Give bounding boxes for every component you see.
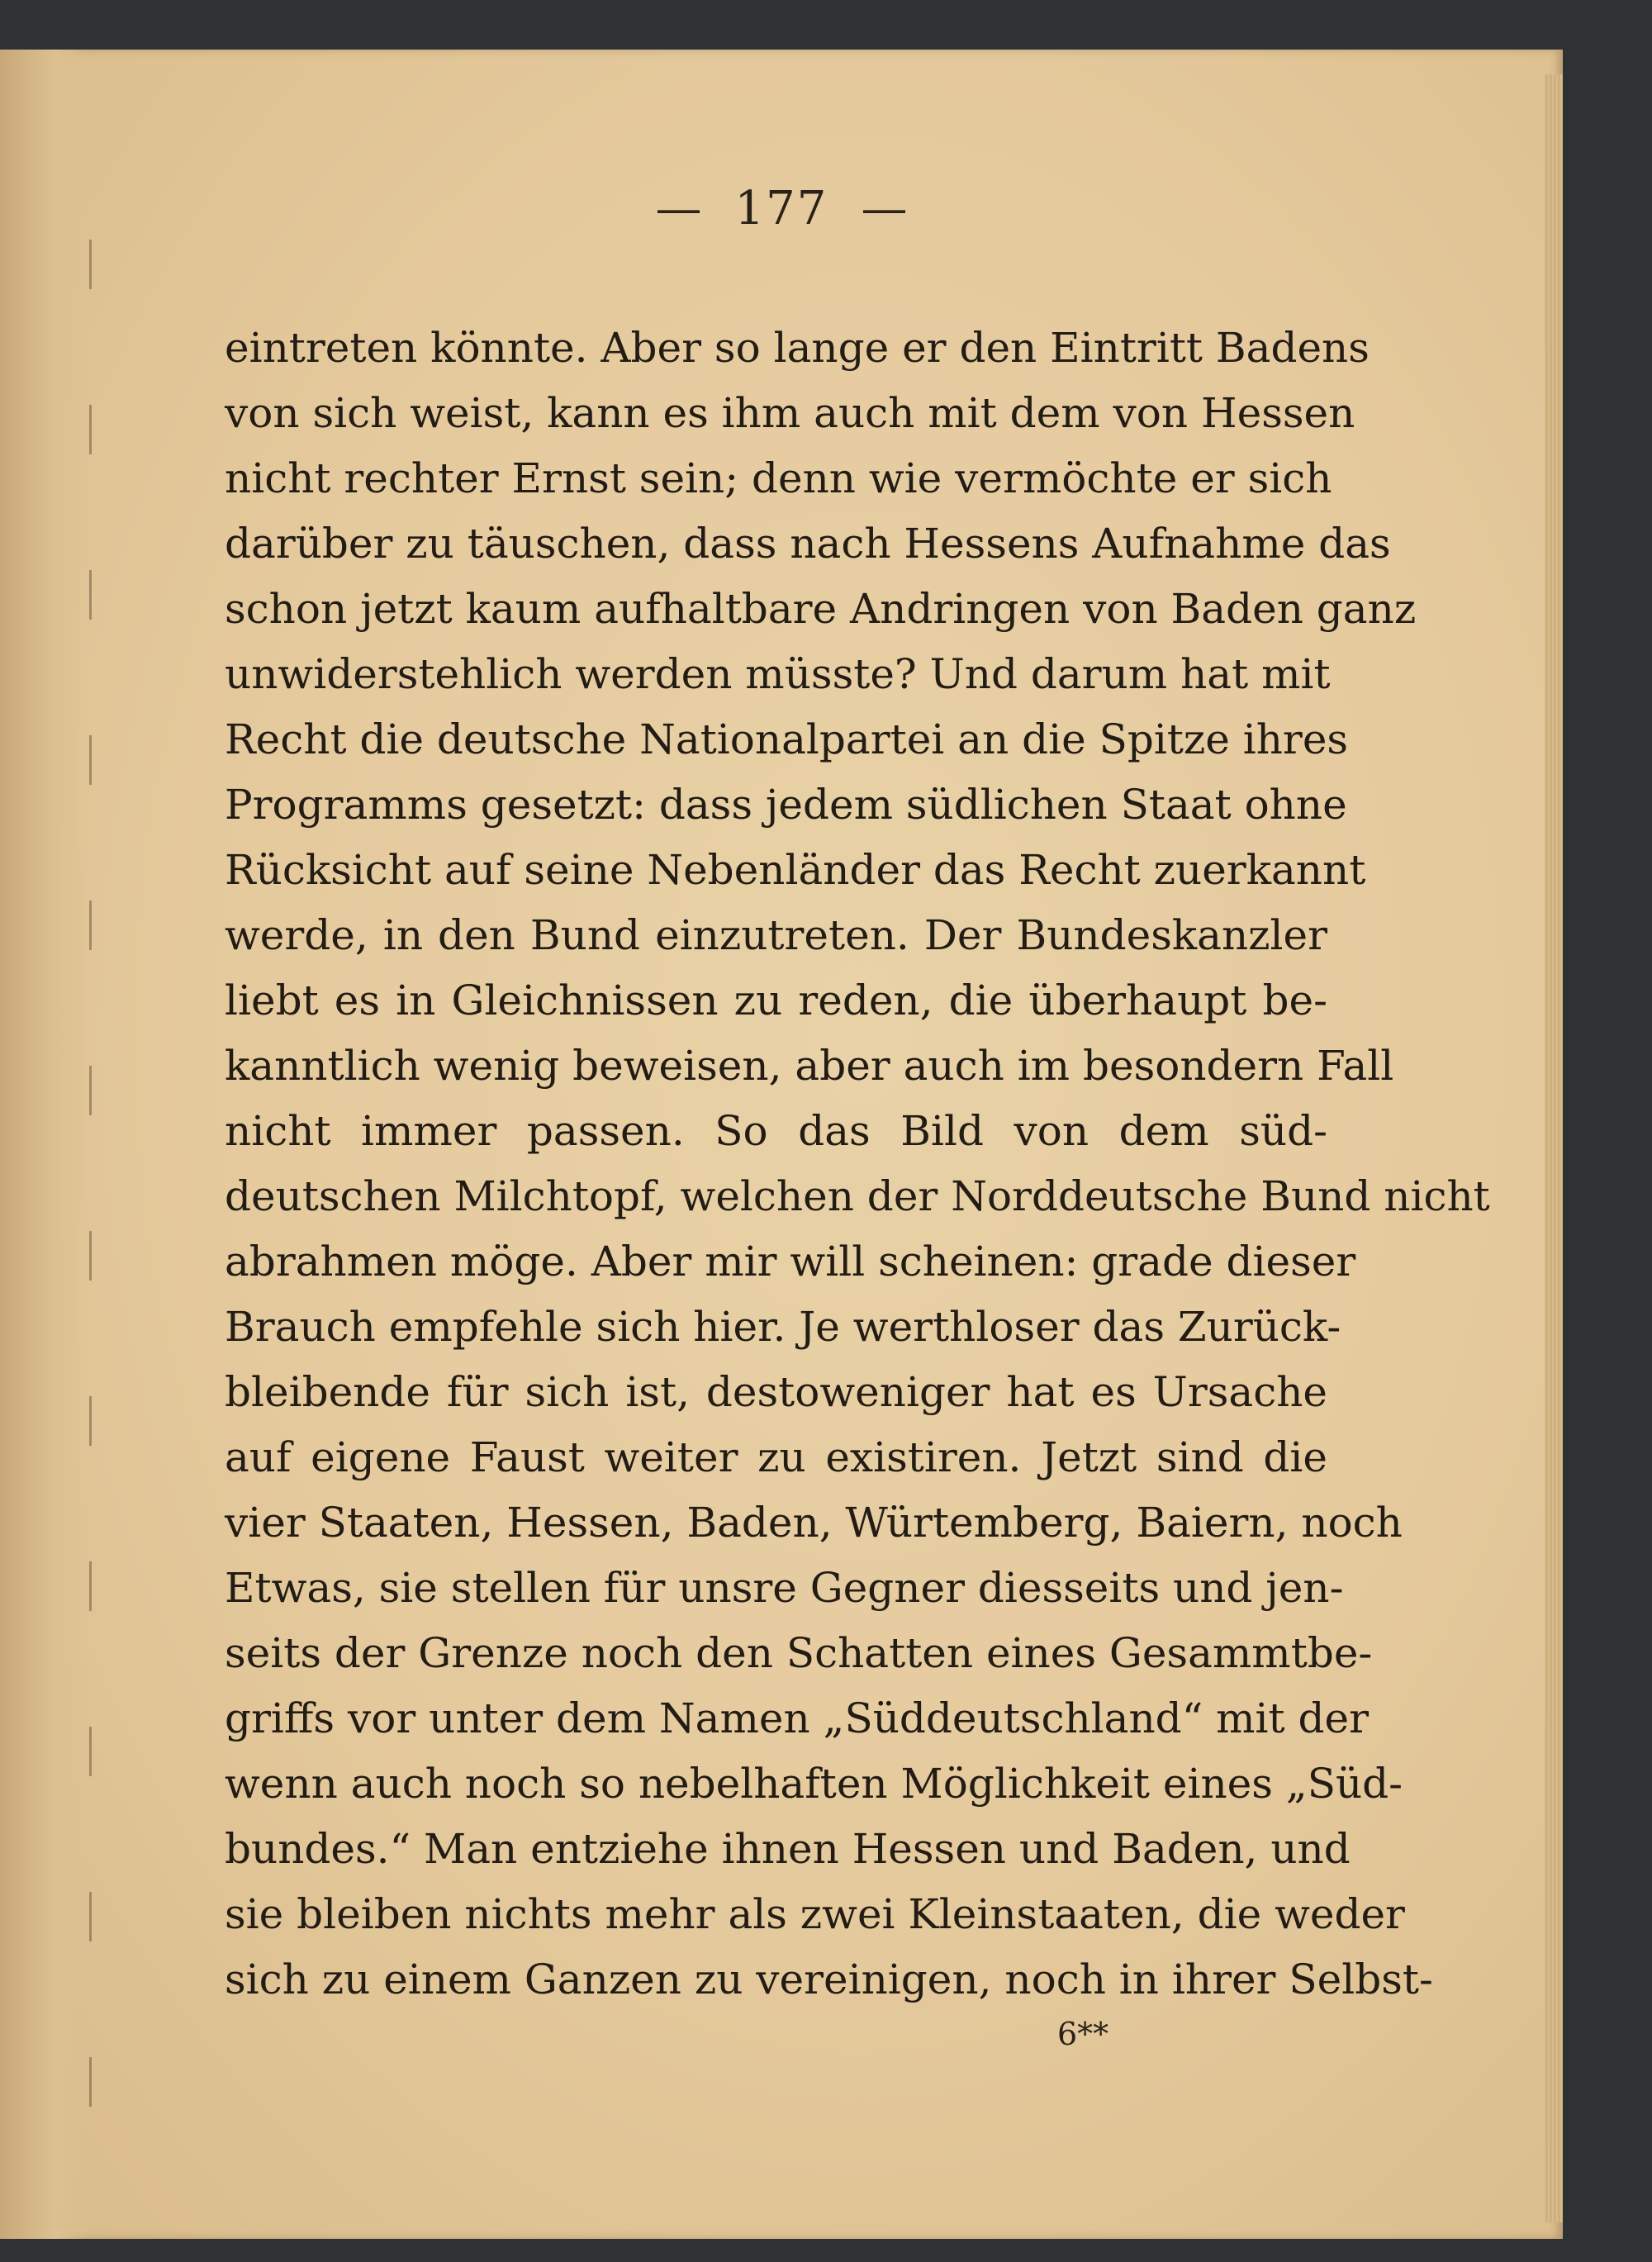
page-edge	[1545, 74, 1563, 2222]
text-line: griffs vor unter dem Namen „Süddeutschland“ mit der	[225, 1694, 1370, 1742]
text-line: schon jetzt kaum aufhaltbare Andringen von Baden ganz	[225, 585, 1417, 633]
page-number: 177	[734, 182, 828, 235]
body-text	[225, 316, 1490, 2013]
text-line: Brauch empfehle sich hier. Je werthloser das Zurück-	[225, 1303, 1341, 1351]
header-dash-right: —	[861, 182, 908, 235]
text-line: sich zu einem Ganzen zu vereinigen, noch in ihrer Selbst-	[225, 1955, 1433, 2003]
text-line: von sich weist, kann es ihm auch mit dem von Hessen	[225, 389, 1355, 437]
binding-gutter	[0, 50, 91, 2239]
header-dash-left: —	[655, 182, 702, 235]
running-header	[0, 182, 1563, 235]
text-line: deutschen Milchtopf, welchen der Norddeutsche Bund nicht	[225, 1172, 1490, 1220]
text-line: nicht rechter Ernst sein; denn wie vermöchte er sich	[225, 454, 1332, 502]
text-line: liebt es in Gleichnissen zu reden, die überhaupt be-	[225, 977, 1327, 1024]
text-line: kanntlich wenig beweisen, aber auch im besondern Fall	[225, 1042, 1394, 1090]
paper-page	[0, 50, 1563, 2239]
text-line: werde, in den Bund einzutreten. Der Bundeskanzler	[225, 911, 1327, 959]
text-line: abrahmen möge. Aber mir will scheinen: grade dieser	[225, 1238, 1356, 1285]
text-line: wenn auch noch so nebelhaften Möglichkeit eines „Süd-	[225, 1760, 1403, 1808]
text-line: seits der Grenze noch den Schatten eines Gesammtbe-	[225, 1629, 1373, 1677]
text-line: Programms gesetzt: dass jedem südlichen Staat ohne	[225, 781, 1347, 829]
text-line: sie bleiben nichts mehr als zwei Kleinstaaten, die weder	[225, 1890, 1405, 1938]
text-line: unwiderstehlich werden müsste? Und darum hat mit	[225, 650, 1331, 698]
text-line: bleibende für sich ist, destoweniger hat es Ursache	[225, 1368, 1327, 1416]
margin-marks	[89, 240, 92, 2140]
text-line: Rücksicht auf seine Nebenländer das Recht zuerkannt	[225, 846, 1366, 894]
text-line: Etwas, sie stellen für unsre Gegner diesseits und jen-	[225, 1564, 1344, 1612]
text-line: eintreten könnte. Aber so lange er den Eintritt Badens	[225, 324, 1370, 372]
text-line: nicht immer passen. So das Bild von dem süd-	[225, 1107, 1327, 1155]
text-line: darüber zu täuschen, dass nach Hessens Aufnahme das	[225, 520, 1391, 568]
text-line: vier Staaten, Hessen, Baden, Würtemberg, Baiern, noch	[225, 1499, 1403, 1547]
text-line: Recht die deutsche Nationalpartei an die Spitze ihres	[225, 715, 1349, 763]
text-line: bundes.“ Man entziehe ihnen Hessen und Baden, und	[225, 1825, 1351, 1873]
text-line: auf eigene Faust weiter zu existiren. Jetzt sind die	[225, 1433, 1327, 1481]
signature-mark: 6**	[1057, 2016, 1109, 2052]
